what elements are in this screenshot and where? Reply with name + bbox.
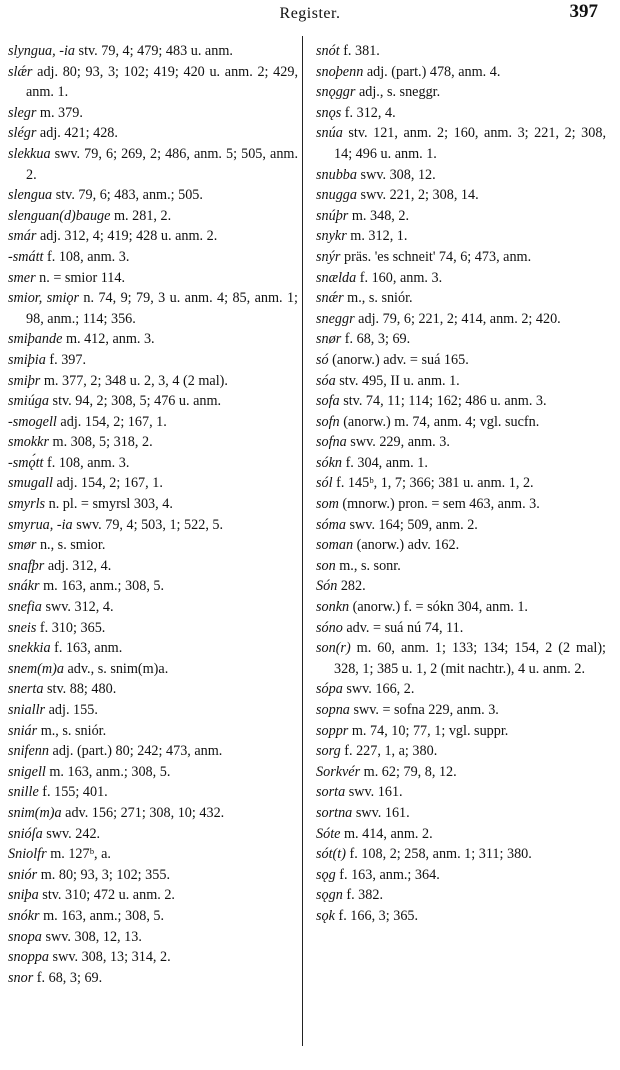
entry-references: swv. 308, 12. xyxy=(357,166,436,183)
entry-references: swv. 312, 4. xyxy=(41,599,114,616)
entry-references: adj. 154, 2; 167, 1. xyxy=(56,413,167,430)
index-entry xyxy=(316,721,606,742)
entry-references: adv. = suá nú 74, 11. xyxy=(342,619,464,636)
index-entry xyxy=(8,679,298,700)
entry-references: f. 397. xyxy=(45,351,87,368)
index-entry xyxy=(316,638,606,679)
left-column xyxy=(8,41,298,988)
index-entry xyxy=(8,885,298,906)
page-header xyxy=(0,0,620,32)
entry-references: stv. 310; 472 u. anm. 2. xyxy=(38,887,175,904)
entry-headword: snem(m)a xyxy=(8,660,64,677)
entry-references: m. 377, 2; 348 u. 2, 3, 4 (2 mal). xyxy=(40,372,228,389)
entry-headword: snim(m)a xyxy=(8,804,62,821)
entry-headword: só xyxy=(316,351,329,368)
index-entry xyxy=(8,41,298,62)
index-entry xyxy=(8,659,298,680)
entry-headword: slegr xyxy=(8,104,37,121)
index-entry xyxy=(8,185,298,206)
entry-references: m., s. sonr. xyxy=(335,557,401,574)
index-entry xyxy=(8,721,298,742)
index-entry xyxy=(316,515,606,536)
index-entry xyxy=(316,844,606,865)
index-entry xyxy=(8,494,298,515)
right-column xyxy=(316,41,606,927)
entry-headword: snopa xyxy=(8,928,42,945)
entry-headword: son(r) xyxy=(316,640,351,657)
entry-headword: snille xyxy=(8,784,39,801)
entry-references: (anorw.) adv. 162. xyxy=(353,537,460,554)
entry-references: stv. 79, 4; 479; 483 u. anm. xyxy=(75,43,233,59)
entry-references: m. 74, 10; 77, 1; vgl. suppr. xyxy=(348,722,509,739)
entry-references: swv. 308, 13; 314, 2. xyxy=(49,949,171,966)
entry-references: m., s. sniór. xyxy=(37,722,107,739)
entry-references: m., s. sniór. xyxy=(343,290,413,307)
entry-headword: sǫgn xyxy=(316,887,343,904)
entry-headword: snekkia xyxy=(8,640,51,657)
index-entry xyxy=(316,103,606,124)
entry-references: m. 163, anm.; 308, 5. xyxy=(39,578,165,595)
index-entry xyxy=(316,824,606,845)
entry-headword: snigell xyxy=(8,763,46,780)
entry-references: adv., s. snim(m)a. xyxy=(63,660,169,677)
index-entry xyxy=(316,82,606,103)
entry-headword: smiúga xyxy=(8,393,49,410)
entry-headword: sniallr xyxy=(8,702,46,718)
entry-references: m. 308, 5; 318, 2. xyxy=(48,434,153,451)
entry-references: swv. 166, 2. xyxy=(342,681,415,698)
entry-references: f. 108, 2; 258, anm. 1; 311; 380. xyxy=(345,846,532,863)
entry-headword: snefia xyxy=(8,599,42,616)
entry-headword: smior, smiǫr xyxy=(8,290,80,307)
index-entry xyxy=(316,576,606,597)
entry-headword: sniþa xyxy=(8,887,39,904)
entry-references: m. 414, anm. 2. xyxy=(340,825,433,842)
entry-references: stv. 88; 480. xyxy=(43,681,117,698)
index-entry xyxy=(316,762,606,783)
entry-references: adj. 312, 4; 419; 428 u. anm. 2. xyxy=(36,228,218,245)
index-entry xyxy=(8,206,298,227)
entry-references: stv. 495, II u. anm. 1. xyxy=(335,372,460,389)
index-entry xyxy=(8,618,298,639)
index-entry xyxy=(316,206,606,227)
entry-headword: snoþenn xyxy=(316,63,364,80)
entry-headword: -smǫ́tt xyxy=(8,454,44,471)
index-entry xyxy=(8,103,298,124)
entry-references: f. 145ᵇ, 1, 7; 366; 381 u. anm. 1, 2. xyxy=(332,475,534,492)
entry-headword: sókn xyxy=(316,454,343,471)
index-entry xyxy=(8,762,298,783)
entry-headword: smár xyxy=(8,228,37,245)
entry-headword: Sniolfr xyxy=(8,846,47,863)
entry-headword: snugga xyxy=(316,187,357,204)
entry-headword: snókr xyxy=(8,907,40,924)
entry-references: swv. 164; 509, anm. 2. xyxy=(345,516,478,533)
index-entry xyxy=(316,350,606,371)
entry-headword: snǽr xyxy=(316,290,344,307)
entry-references: m. 348, 2. xyxy=(348,207,410,224)
entry-headword: snót xyxy=(316,43,340,59)
entry-references: f. 304, anm. 1. xyxy=(342,454,428,471)
index-entry xyxy=(316,62,606,83)
entry-references: f. 108, anm. 3. xyxy=(43,248,130,265)
index-entry xyxy=(8,741,298,762)
index-entry xyxy=(8,350,298,371)
entry-headword: slǽr xyxy=(8,63,33,80)
entry-headword: snor xyxy=(8,969,34,986)
entry-references: swv. 79, 6; 269, 2; 486, anm. 5; 505, anm. 2. xyxy=(26,145,298,183)
entry-headword: smugall xyxy=(8,475,53,492)
index-entry xyxy=(316,700,606,721)
entry-headword: snióſa xyxy=(8,825,43,842)
index-entry xyxy=(8,803,298,824)
index-entry xyxy=(316,865,606,886)
index-entry xyxy=(8,288,298,329)
entry-headword: snælda xyxy=(316,269,357,286)
entry-headword: slengua xyxy=(8,187,53,204)
entry-references: f. 68, 3; 69. xyxy=(341,331,411,348)
index-entry xyxy=(316,226,606,247)
entry-references: swv. 242. xyxy=(42,825,101,842)
index-entry xyxy=(316,247,606,268)
index-entry xyxy=(8,947,298,968)
entry-references: f. 163, anm.; 364. xyxy=(335,866,440,883)
index-entry xyxy=(316,371,606,392)
entry-references: f. 68, 3; 69. xyxy=(33,969,103,986)
index-entry xyxy=(8,412,298,433)
index-entry xyxy=(316,885,606,906)
index-entry xyxy=(8,824,298,845)
entry-headword: sorg xyxy=(316,743,341,760)
entry-headword: smer xyxy=(8,269,36,286)
entry-headword: snafþr xyxy=(8,557,45,574)
index-entry xyxy=(316,391,606,412)
entry-headword: smyrls xyxy=(8,496,46,513)
entry-references: adj. 312, 4. xyxy=(44,557,112,574)
entry-headword: snákr xyxy=(8,578,40,595)
entry-headword: sǫk xyxy=(316,907,335,924)
entry-references: f. 227, 1, a; 380. xyxy=(340,743,438,760)
entry-headword: sópa xyxy=(316,681,343,698)
entry-references: (mnorw.) pron. = sem 463, anm. 3. xyxy=(338,496,540,513)
entry-headword: slégr xyxy=(8,125,37,142)
entry-headword: sóa xyxy=(316,372,336,389)
entry-headword: som xyxy=(316,496,339,513)
entry-headword: smokkr xyxy=(8,434,49,451)
entry-references: adj. (part.) 80; 242; 473, anm. xyxy=(48,743,223,760)
entry-headword: sniór xyxy=(8,866,38,883)
entry-references: (anorw.) adv. = suá 165. xyxy=(328,351,469,368)
entry-headword: soppr xyxy=(316,722,349,739)
entry-headword: slyngua, -ia xyxy=(8,43,75,59)
index-entry xyxy=(8,515,298,536)
entry-references: (anorw.) f. = sókn 304, anm. 1. xyxy=(349,599,528,616)
entry-headword: smiþande xyxy=(8,331,63,348)
index-entry xyxy=(8,700,298,721)
entry-references: n. 74, 9; 79, 3 u. anm. 4; 85, anm. 1; 98, anm.; 114; 356. xyxy=(26,290,298,327)
entry-references: swv. 308, 12, 13. xyxy=(41,928,142,945)
entry-references: f. 381. xyxy=(339,43,380,59)
page-number: 397 xyxy=(569,1,598,22)
entry-references: m. 60, anm. 1; 133; 134; 154, 2 (2 mal); 328, 1; 385 u. 1, 2 (mit nachtr.), 4 u. anm. 2. xyxy=(334,640,606,677)
entry-references: f. 163, anm. xyxy=(50,640,123,657)
entry-references: adv. 156; 271; 308, 10; 432. xyxy=(61,804,225,821)
entry-references: f. 160, anm. 3. xyxy=(356,269,443,286)
entry-references: adj. 154, 2; 167, 1. xyxy=(52,475,163,492)
entry-headword: snør xyxy=(316,331,342,348)
running-title: Register. xyxy=(279,5,341,22)
entry-headword: snúþr xyxy=(316,207,349,224)
index-entry xyxy=(316,741,606,762)
column-divider xyxy=(302,36,303,1046)
entry-references: swv. 79, 4; 503, 1; 522, 5. xyxy=(72,516,224,533)
entry-references: m. 163, anm.; 308, 5. xyxy=(39,907,165,924)
entry-references: stv. 121, anm. 2; 160, anm. 3; 221, 2; 308, 14; 496 u. anm. 1. xyxy=(334,125,606,162)
index-entry xyxy=(316,165,606,186)
index-entry xyxy=(8,597,298,618)
entry-headword: slekkua xyxy=(8,145,51,162)
entry-references: adj. 155. xyxy=(45,702,98,718)
index-entry xyxy=(316,535,606,556)
entry-references: präs. 'es schneit' 74, 6; 473, anm. xyxy=(340,248,532,265)
index-entry xyxy=(8,371,298,392)
index-entry xyxy=(8,453,298,474)
index-entry xyxy=(8,576,298,597)
entry-references: adj. 80; 93, 3; 102; 419; 420 u. anm. 2; 429, anm. 1. xyxy=(26,63,298,101)
entry-references: f. 310; 365. xyxy=(36,619,106,636)
entry-headword: sonkn xyxy=(316,599,350,616)
entry-references: n. pl. = smyrsl 303, 4. xyxy=(45,496,173,513)
index-entry xyxy=(8,844,298,865)
entry-headword: sól xyxy=(316,475,333,492)
index-entry xyxy=(316,329,606,350)
entry-references: swv. 161. xyxy=(352,804,410,821)
index-entry xyxy=(316,803,606,824)
index-entry xyxy=(8,268,298,289)
index-entry xyxy=(316,597,606,618)
index-entry xyxy=(316,432,606,453)
index-entry xyxy=(8,247,298,268)
entry-headword: sneis xyxy=(8,619,37,636)
entry-headword: snifenn xyxy=(8,743,49,760)
entry-headword: sóma xyxy=(316,516,346,533)
entry-headword: slenguan(d)bauge xyxy=(8,207,111,224)
entry-references: f. 382. xyxy=(342,887,384,904)
entry-references: m. 80; 93, 3; 102; 355. xyxy=(37,866,170,883)
index-entry xyxy=(8,927,298,948)
entry-headword: smyrua, -ia xyxy=(8,516,73,533)
index-entry xyxy=(8,391,298,412)
index-entry xyxy=(8,329,298,350)
index-entry xyxy=(8,473,298,494)
index-entry xyxy=(316,309,606,330)
entry-headword: snǫggr xyxy=(316,84,356,101)
entry-headword: sofa xyxy=(316,393,340,410)
entry-headword: sneggr xyxy=(316,310,355,327)
index-entry xyxy=(8,906,298,927)
index-entry xyxy=(8,123,298,144)
index-entry xyxy=(316,41,606,62)
entry-headword: sǫg xyxy=(316,866,336,883)
entry-references: m. 312, 1. xyxy=(346,228,408,245)
index-entry xyxy=(316,618,606,639)
entry-headword: Són xyxy=(316,578,338,595)
entry-references: f. 155; 401. xyxy=(38,784,108,801)
entry-headword: sniár xyxy=(8,722,38,739)
entry-headword: snǫs xyxy=(316,104,342,121)
entry-headword: snúa xyxy=(316,125,343,142)
entry-references: m. 127ᵇ, a. xyxy=(46,846,111,863)
entry-references: m. 379. xyxy=(36,104,83,121)
entry-references: stv. 94, 2; 308, 5; 476 u. anm. xyxy=(49,393,222,410)
entry-references: swv. = sofna 229, anm. 3. xyxy=(349,702,499,718)
entry-references: adj. (part.) 478, anm. 4. xyxy=(363,63,501,80)
entry-references: stv. 74, 11; 114; 162; 486 u. anm. 3. xyxy=(339,393,547,410)
index-entry xyxy=(316,123,606,164)
entry-headword: son xyxy=(316,557,336,574)
entry-references: adj. 79, 6; 221, 2; 414, anm. 2; 420. xyxy=(354,310,561,327)
index-entry xyxy=(316,185,606,206)
index-entry xyxy=(316,453,606,474)
entry-references: swv. 221, 2; 308, 14. xyxy=(357,187,479,204)
index-entry xyxy=(316,288,606,309)
entry-headword: soman xyxy=(316,537,354,554)
entry-headword: snýr xyxy=(316,248,341,265)
entry-headword: sorta xyxy=(316,784,346,801)
entry-headword: Sorkvér xyxy=(316,763,361,780)
entry-references: stv. 79, 6; 483, anm.; 505. xyxy=(52,187,203,204)
index-entry xyxy=(8,432,298,453)
entry-headword: sóno xyxy=(316,619,343,636)
index-entry xyxy=(8,62,298,103)
index-entry xyxy=(8,968,298,989)
entry-references: adj., s. sneggr. xyxy=(355,84,441,101)
entry-headword: smiþia xyxy=(8,351,46,368)
index-entry xyxy=(8,144,298,185)
index-entry xyxy=(8,556,298,577)
index-entry xyxy=(316,412,606,433)
entry-references: (anorw.) m. 74, anm. 4; vgl. sucfn. xyxy=(339,413,540,430)
entry-references: 282. xyxy=(337,578,366,595)
entry-references: f. 166, 3; 365. xyxy=(334,907,419,924)
entry-references: m. 163, anm.; 308, 5. xyxy=(45,763,171,780)
index-entry xyxy=(8,226,298,247)
entry-references: swv. 229, anm. 3. xyxy=(346,434,450,451)
entry-references: f. 108, anm. 3. xyxy=(43,454,130,471)
entry-references: n. = smior 114. xyxy=(35,269,126,286)
entry-headword: snubba xyxy=(316,166,357,183)
entry-headword: snykr xyxy=(316,228,347,245)
entry-references: m. 412, anm. 3. xyxy=(62,331,155,348)
entry-headword: sofna xyxy=(316,434,347,451)
index-entry xyxy=(316,556,606,577)
entry-headword: -smogell xyxy=(8,413,57,430)
entry-references: f. 312, 4. xyxy=(341,104,396,121)
index-entry xyxy=(316,473,606,494)
entry-headword: snoppa xyxy=(8,949,49,966)
entry-headword: sót(t) xyxy=(316,846,346,863)
entry-references: swv. 161. xyxy=(345,784,403,801)
entry-headword: sofn xyxy=(316,413,340,430)
index-entry xyxy=(316,782,606,803)
entry-headword: sortna xyxy=(316,804,353,821)
entry-references: n., s. smior. xyxy=(36,537,106,554)
entry-references: adj. 421; 428. xyxy=(36,125,118,142)
entry-headword: -smátt xyxy=(8,248,44,265)
entry-headword: sopna xyxy=(316,702,350,718)
entry-headword: snerta xyxy=(8,681,44,698)
entry-headword: smiþr xyxy=(8,372,41,389)
index-entry xyxy=(316,679,606,700)
index-entry xyxy=(316,268,606,289)
index-entry xyxy=(8,782,298,803)
entry-references: m. 281, 2. xyxy=(110,207,172,224)
index-entry xyxy=(8,638,298,659)
entry-headword: smør xyxy=(8,537,37,554)
index-entry xyxy=(8,865,298,886)
index-entry xyxy=(316,494,606,515)
entry-headword: Sóte xyxy=(316,825,341,842)
index-entry xyxy=(316,906,606,927)
entry-references: m. 62; 79, 8, 12. xyxy=(360,763,457,780)
index-entry xyxy=(8,535,298,556)
